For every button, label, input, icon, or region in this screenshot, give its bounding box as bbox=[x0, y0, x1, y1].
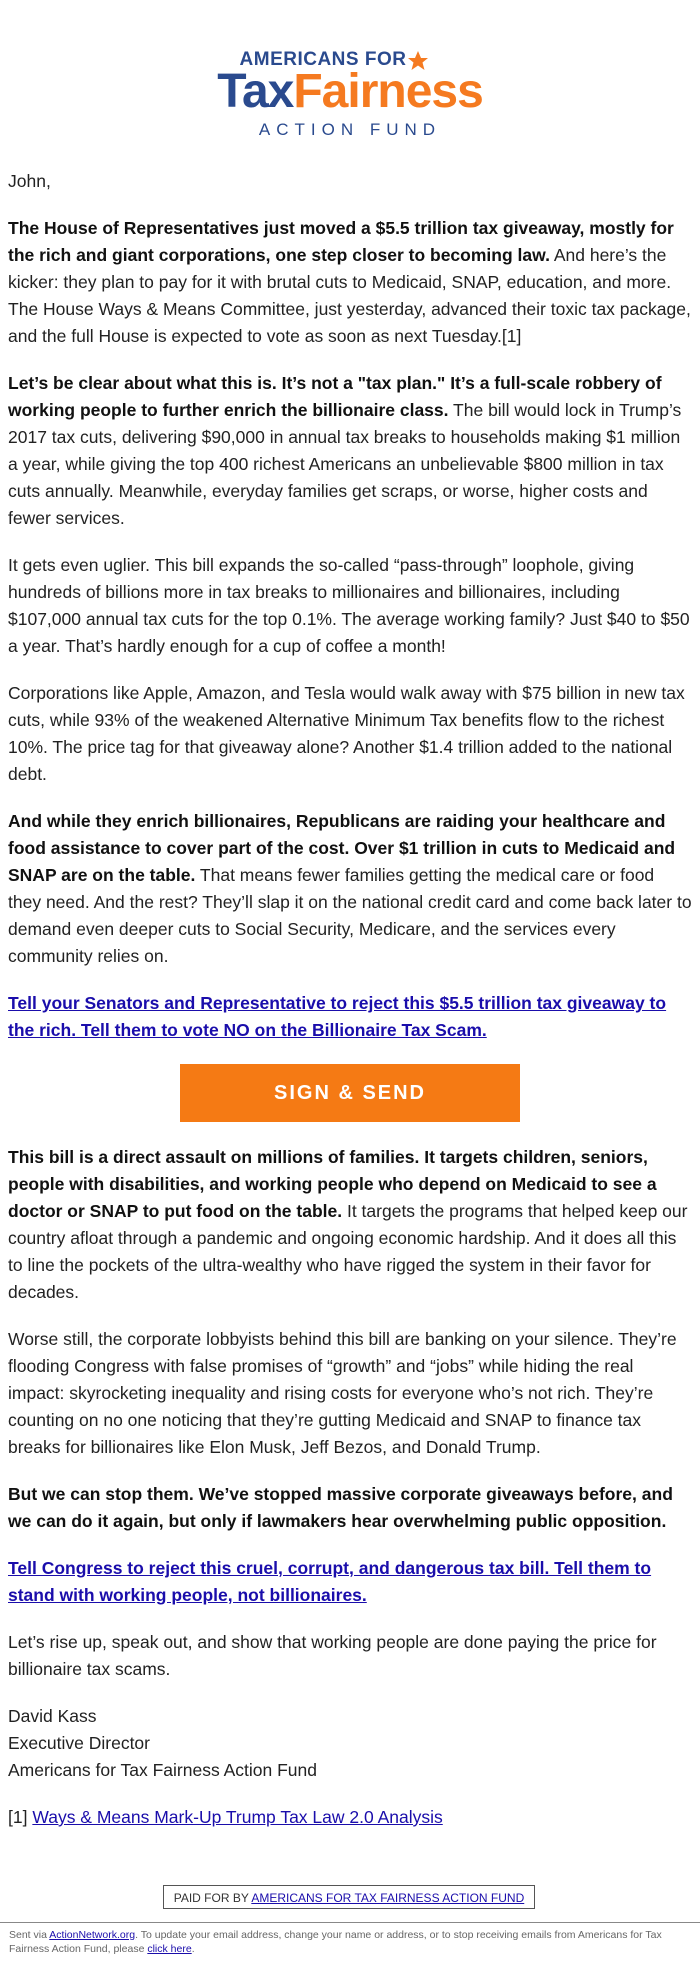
paid-for-box bbox=[163, 1885, 535, 1909]
paragraph-9: Let’s rise up, speak out, and show that working people are done paying the price for billionaire tax scams. bbox=[8, 1632, 657, 1679]
paragraph-5 bbox=[8, 808, 692, 970]
paragraph-5-bold: And while they enrich billionaires, Republicans are raiding your healthcare and food assistance to cover part of the cost. Over $1 trillion in cuts to Medicaid and SNAP are on the table. bbox=[8, 811, 676, 885]
footer-text-1: Sent via bbox=[9, 1929, 50, 1941]
action-link-paragraph-1 bbox=[8, 990, 692, 1044]
unsubscribe-link[interactable]: click here bbox=[147, 1943, 192, 1955]
footer-text-3: . bbox=[191, 1943, 195, 1955]
paragraph-7: Worse still, the corporate lobbyists behind this bill are banking on your silence. They’re flooding Congress with false promises of “growth” and “jobs” while hiding the real impact: skyrocketing inequality and rising costs for everyone who’s not rich. They’re counting on no one noticing that they’re gutting Medicaid and SNAP to finance tax breaks for billionaires like Elon Musk, Jeff Bezos, and Donald Trump. bbox=[8, 1329, 677, 1457]
paragraph-2 bbox=[8, 370, 692, 532]
logo-line3: ACTION FUND bbox=[258, 120, 442, 139]
signature-org: Americans for Tax Fairness Action Fund bbox=[8, 1760, 317, 1780]
footnote bbox=[8, 1804, 692, 1831]
paragraph-2-bold: Let’s be clear about what this is. It’s not a "tax plan." It’s a full-scale robbery of working people to further enrich the billionaire class. bbox=[8, 373, 662, 420]
paid-for-prefix: PAID FOR BY bbox=[173, 1891, 252, 1905]
actionnetwork-link[interactable]: ActionNetwork.org bbox=[49, 1929, 136, 1941]
logo-line1: AMERICANS FOR bbox=[239, 49, 407, 70]
footnote-link[interactable]: Ways & Means Mark-Up Trump Tax Law 2.0 Analysis bbox=[32, 1807, 443, 1827]
greeting: John, bbox=[8, 171, 51, 191]
logo-tax: Tax bbox=[217, 65, 294, 118]
signature-name: David Kass bbox=[8, 1706, 97, 1726]
paragraph-1-text: And here’s the kicker: they plan to pay for it with brutal cuts to Medicaid, SNAP, education, and more. The House Ways & Means Committee, just yesterday, advanced their toxic tax package, and the full House is expected to vote as soon as next Tuesday.[1] bbox=[8, 245, 691, 346]
footer bbox=[9, 1928, 691, 1956]
paragraph-8-bold: But we can stop them. We’ve stopped massive corporate giveaways before, and we can do it again, but only if lawmakers hear overwhelming public opposition. bbox=[8, 1484, 673, 1531]
signature bbox=[8, 1703, 692, 1784]
paragraph-6-text: It targets the programs that helped keep our country afloat through a pandemic and ongoing economic hardship. And it does all this to line the pockets of the ultra-wealthy who have rigged the system in their favor for decades. bbox=[8, 1201, 688, 1302]
paragraph-2-text: The bill would lock in Trump’s 2017 tax cuts, delivering $90,000 in annual tax breaks to households making $1 million a year, while giving the top 400 richest Americans an unbelievable $800 million in tax cuts annually. Meanwhile, everyday families get scraps, or worse, higher costs and fewer services. bbox=[8, 400, 682, 528]
email-body bbox=[8, 168, 692, 1851]
action-link-1[interactable]: Tell your Senators and Representative to reject this $5.5 trillion tax giveaway to the rich. Tell them to vote NO on the Billionaire Tax Scam. bbox=[8, 993, 667, 1040]
footer-text-2: . To update your email address, change your name or address, or to stop receiving emails from Americans for Tax Fairness Action Fund, please bbox=[9, 1929, 662, 1955]
cta-wrapper bbox=[8, 1064, 692, 1122]
paid-for-org-link[interactable]: AMERICANS FOR TAX FAIRNESS ACTION FUND bbox=[251, 1891, 525, 1905]
paragraph-1 bbox=[8, 215, 692, 350]
signature-title: Executive Director bbox=[8, 1733, 150, 1753]
logo bbox=[0, 45, 700, 145]
footer-divider bbox=[0, 1922, 700, 1923]
footnote-marker: [1] bbox=[8, 1807, 28, 1827]
action-link-paragraph-2 bbox=[8, 1555, 692, 1609]
paragraph-3: It gets even uglier. This bill expands the so-called “pass-through” loophole, giving hundreds of billions more in tax breaks to millionaires and billionaires, including $107,000 annual tax cuts for the top 0.1%. The average working family? Just $40 to $50 a year. That’s hardly enough for a cup of coffee a month! bbox=[8, 555, 690, 656]
paragraph-4: Corporations like Apple, Amazon, and Tesla would walk away with $75 billion in new tax cuts, while 93% of the weakened Alternative Minimum Tax benefits flow to the richest 10%. The price tag for that giveaway alone? Another $1.4 trillion added to the national debt. bbox=[8, 683, 685, 784]
paragraph-6-bold: This bill is a direct assault on millions of families. It targets children, seniors, people with disabilities, and working people who depend on Medicaid to see a doctor or SNAP to put food on the table. bbox=[8, 1147, 657, 1221]
action-link-2[interactable]: Tell Congress to reject this cruel, corrupt, and dangerous tax bill. Tell them to stand with working people, not billionaires. bbox=[8, 1558, 652, 1605]
paragraph-8 bbox=[8, 1481, 692, 1535]
sign-and-send-button[interactable]: SIGN & SEND bbox=[180, 1064, 520, 1122]
paragraph-6 bbox=[8, 1144, 692, 1306]
paragraph-5-text: That means fewer families getting the medical care or food they need. And the rest? They’ll slap it on the national credit card and come back later to demand even deeper cuts to Social Security, Medicare, and the services every community relies on. bbox=[8, 865, 692, 966]
logo-fairness: Fairness bbox=[293, 65, 483, 118]
paragraph-1-bold: The House of Representatives just moved a $5.5 trillion tax giveaway, mostly for the rich and giant corporations, one step closer to becoming law. bbox=[8, 218, 674, 265]
logo-line2 bbox=[217, 65, 483, 118]
